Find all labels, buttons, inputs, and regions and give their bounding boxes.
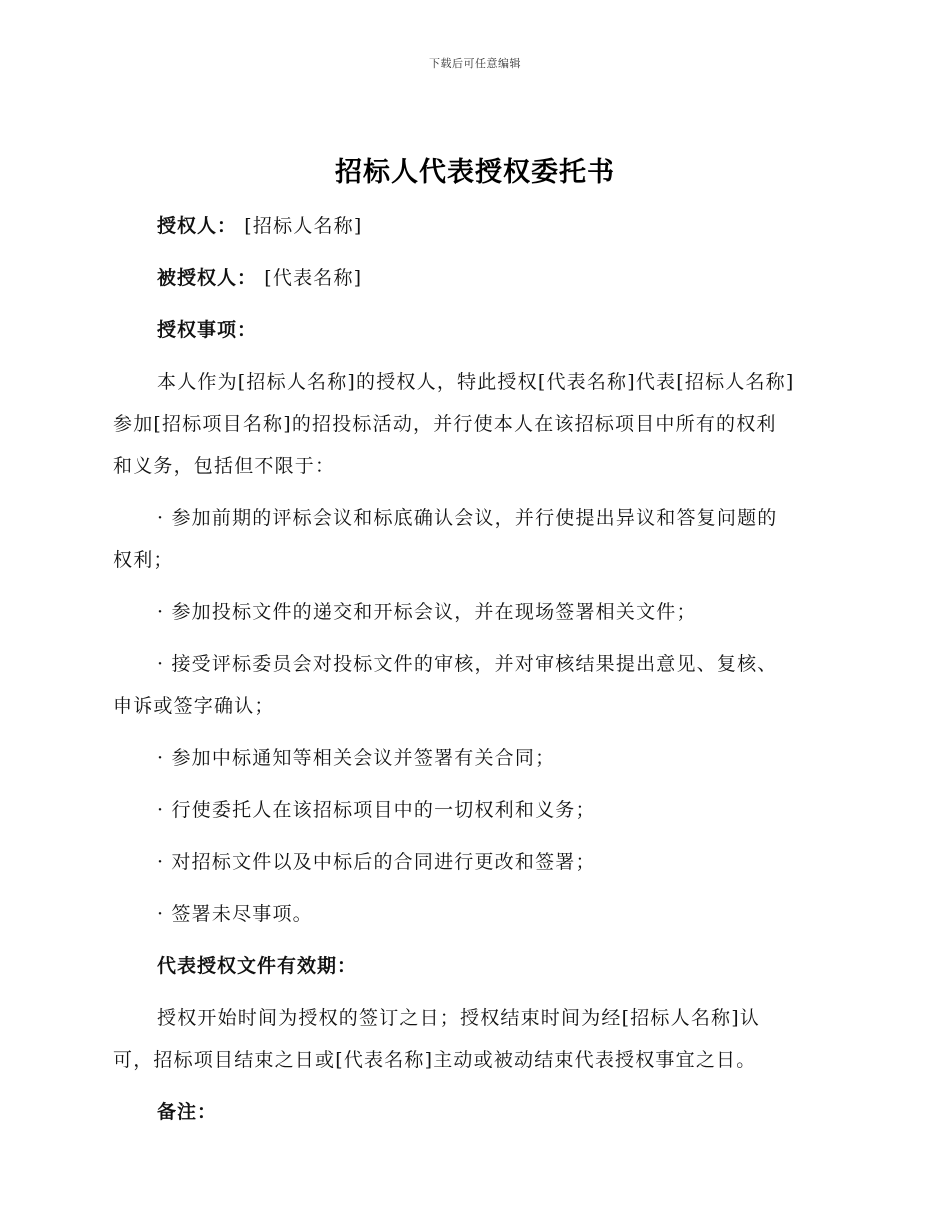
grantor-label: 授权人：: [157, 215, 238, 237]
list-item: [113, 591, 823, 633]
list-item-line: 申诉或签字确认；: [113, 695, 275, 717]
intro-line-3: 和义务，包括但不限于：: [113, 455, 336, 477]
list-item-line: · 参加投标文件的递交和开标会议，并在现场签署相关文件；: [157, 601, 697, 623]
validity-line-1: 授权开始时间为授权的签订之日；授权结束时间为经[招标人名称]认: [157, 1007, 761, 1029]
validity-heading: 代表授权文件有效期：: [157, 955, 358, 977]
list-item: [113, 841, 823, 883]
grantor-line: [113, 205, 823, 247]
list-item-line: 权利；: [113, 549, 174, 571]
list-item-line: · 参加前期的评标会议和标底确认会议，并行使提出异议和答复问题的: [157, 507, 778, 529]
document-title: 招标人代表授权委托书: [335, 157, 615, 188]
validity-paragraph: [113, 997, 823, 1081]
list-item: [113, 737, 823, 779]
grantor-value: [招标人名称]: [244, 215, 363, 237]
list-item-line: · 对招标文件以及中标后的合同进行更改和签署；: [157, 851, 596, 873]
list-item: [113, 789, 823, 831]
document-body: [113, 195, 823, 1133]
intro-paragraph: [113, 361, 823, 487]
grantee-line: [113, 257, 823, 299]
list-item-line: · 接受评标委员会对投标文件的审核，并对审核结果提出意见、复核、: [157, 653, 778, 675]
intro-line-1: 本人作为[招标人名称]的授权人，特此授权[代表名称]代表[招标人名称]: [157, 371, 795, 393]
list-item-line: · 行使委托人在该招标项目中的一切权利和义务；: [157, 799, 596, 821]
list-item-line: · 签署未尽事项。: [157, 903, 313, 925]
header-note: 下载后可任意编辑: [429, 57, 521, 70]
grantee-label: 被授权人：: [157, 267, 258, 289]
matters-heading: 授权事项：: [157, 319, 258, 341]
intro-line-2: 参加[招标项目名称]的招投标活动，并行使本人在该招标项目中所有的权利: [113, 413, 777, 435]
list-item: [113, 497, 823, 581]
list-item: [113, 893, 823, 935]
list-item: [113, 643, 823, 727]
validity-line-2: 可，招标项目结束之日或[代表名称]主动或被动结束代表授权事宜之日。: [113, 1049, 757, 1071]
list-item-line: · 参加中标通知等相关会议并签署有关合同；: [157, 747, 556, 769]
remarks-heading: 备注：: [157, 1101, 218, 1123]
grantee-value: [代表名称]: [264, 267, 363, 289]
